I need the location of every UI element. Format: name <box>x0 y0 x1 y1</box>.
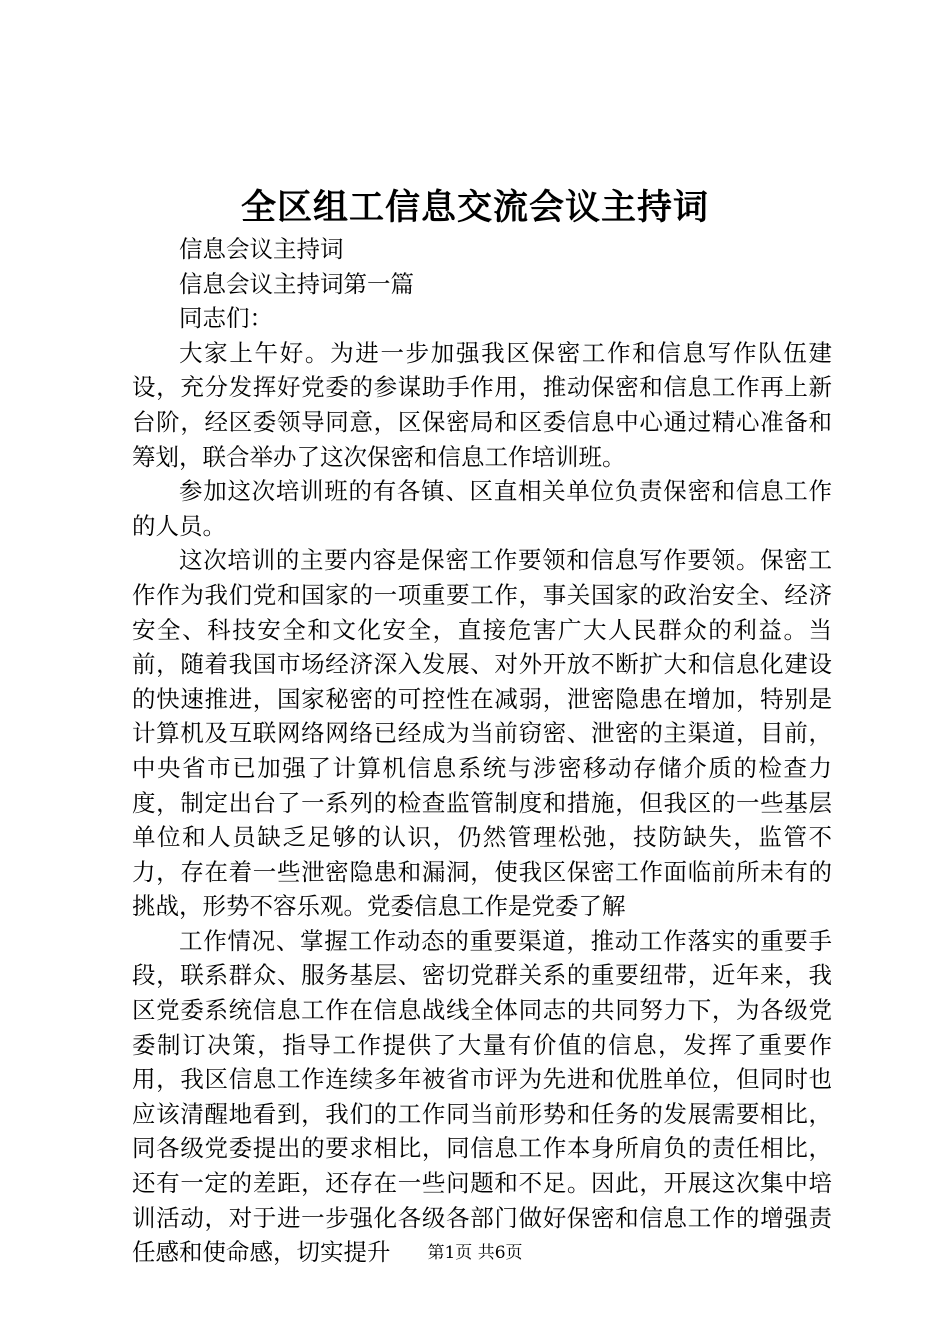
paragraph: 工作情况、掌握工作动态的重要渠道，推动工作落实的重要手段，联系群众、服务基层、密切党群关系的重要纽带，近年来，我区党委系统信息工作在信息战线全体同志的共同努力下，为各级党委制订决策，指导工作提供了大量有价值的信息，发挥了重要作用，我区信息工作连续多年被省市评为先进和优胜单位，但同时也应该清醒地看到，我们的工作同当前形势和任务的发展需要相比，同各级党委提出的要求相比，同信息工作本身所肩负的责任相比，还有一定的差距，还存在一些问题和不足。因此，开展这次集中培训活动，对于进一步强化各级各部门做好保密和信息工作的增强责任感和使命感，切实提升 <box>132 926 832 1267</box>
document-title: 全区组工信息交流会议主持词 <box>240 187 709 228</box>
paragraph: 这次培训的主要内容是保密工作要领和信息写作要领。保密工作作为我们党和国家的一项重要工作，事关国家的政治安全、经济安全、科技安全和文化安全，直接危害广大人民群众的利益。当前，随着我国市场经济深入发展、对外开放不断扩大和信息化建设的快速推进，国家秘密的可控性在减弱，泄密隐患在增加，特别是计算机及互联网络网络已经成为当前窃密、泄密的主渠道，目前，中央省市已加强了计算机信息系统与涉密移动存储介质的检查力度，制定出台了一系列的检查监管制度和措施，但我区的一些基层单位和人员缺乏足够的认识，仍然管理松弛，技防缺失，监管不力，存在着一些泄密隐患和漏洞，使我区保密工作面临前所未有的挑战，形势不容乐观。党委信息工作是党委了解 <box>132 546 832 921</box>
document-body <box>132 232 832 1270</box>
paragraph: 参加这次培训班的有各镇、区直相关单位负责保密和信息工作的人员。 <box>132 477 832 540</box>
paragraph-subheading: 信息会议主持词第一篇 <box>179 269 414 298</box>
paragraph: 大家上午好。为进一步加强我区保密工作和信息写作队伍建设，充分发挥好党委的参谋助手作用，推动保密和信息工作再上新台阶，经区委领导同意，区保密局和区委信息中心通过精心准备和筹划，联合举办了这次保密和信息工作培训班。 <box>132 338 832 471</box>
paragraph-salutation: 同志们： <box>179 304 273 333</box>
page-footer: 第1页 共6页 <box>427 1243 523 1263</box>
paragraph-heading: 信息会议主持词 <box>179 235 344 263</box>
